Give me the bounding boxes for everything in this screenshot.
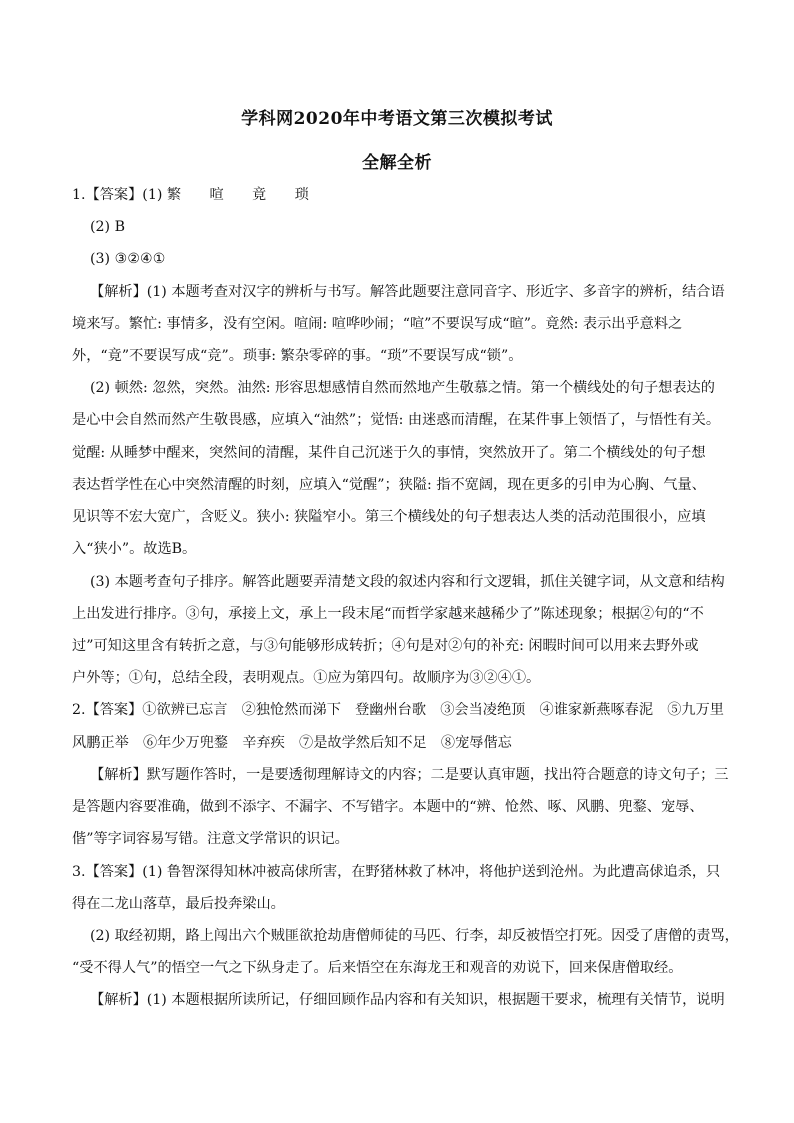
page-title: 学科网2020年中考语文第三次模拟考试: [241, 109, 553, 129]
analysis-2-line: 偕”等字词容易写错。注意文学常识的识记。: [72, 831, 349, 847]
analysis-1-line: 【解析】(1) 本题考查对汉字的辨析与书写。解答此题要注意同音字、形近字、多音字的辨析，结合语: [90, 284, 725, 300]
analysis-1-line: 境来写。繁忙: 事情多，没有空闲。喧闹: 喧哗吵闹；“喧”不要误写成“暄”。竟然: 表示出乎意料之: [72, 316, 683, 332]
analysis-1-line: 表达哲学性在心中突然清醒的时刻，应填入“觉醒”；狭隘: 指不宽阔，现在更多的引申为心胸、气量、: [72, 477, 706, 493]
analysis-1-line: 上出发进行排序。③句，承接上文，承上一段末尾“而哲学家越来越稀少了”陈述现象；根据②句的“不: [72, 606, 704, 622]
analysis-1-line: 户外等；①句，总结全段，表明观点。①应为第四句。故顺序为③②④①。: [72, 670, 541, 686]
answer-3-line: (2) 取经初期，路上闯出六个贼匪欲抢劫唐僧师徒的马匹、行李，却反被悟空打死。因受了唐僧的责骂，: [90, 928, 739, 944]
answer-3-line: 3.【答案】(1) 鲁智深得知林冲被高俅所害，在野猪林救了林冲，将他护送到沧州。为此遭高俅追杀，只: [72, 864, 721, 880]
analysis-2-line: 是答题内容要准确，做到不添字、不漏字、不写错字。本题中的“辨、怆然、啄、风鹏、兜鍪、宠辱、: [72, 799, 704, 815]
answer-1-line: 1.【答案】(1) 繁 喧 竟 琐: [72, 187, 309, 203]
analysis-1-line: (3) 本题考查句子排序。解答此题要弄清楚文段的叙述内容和行文逻辑，抓住关键字词，从文意和结构: [90, 574, 725, 590]
answer-3-line: 得在二龙山落草，最后投奔梁山。: [72, 896, 285, 912]
answer-2-line: 2.【答案】①欲辨已忘言 ②独怆然而涕下 登幽州台歌 ③会当凌绝顶 ④谁家新燕啄春泥 ⑤九万里: [72, 702, 724, 718]
analysis-1-line: 入“狭小”。故选B。: [72, 541, 197, 557]
analysis-1-line: (2) 顿然: 忽然，突然。油然: 形容思想感情自然而然地产生敬慕之情。第一个横线处的句子想表达的: [90, 380, 715, 396]
page-subtitle: 全解全析: [362, 153, 432, 173]
analysis-3-line: 【解析】(1) 本题根据所读所记，仔细回顾作品内容和有关知识，根据题干要求，梳理有关情节，说明: [90, 992, 725, 1008]
answer-1-part-3: (3) ③②④①: [90, 251, 166, 267]
answer-1-part-2: (2) B: [90, 219, 126, 235]
analysis-1-line: 觉醒: 从睡梦中醒来，突然间的清醒，某件自己沉迷于久的事情，突然放开了。第二个横线处的句子想: [72, 445, 706, 461]
analysis-2-line: 【解析】默写题作答时，一是要透彻理解诗文的内容；二是要认真审题，找出符合题意的诗文句子；三: [90, 767, 729, 783]
analysis-1-line: 外，“竟”不要误写成“竞”。琐事: 繁杂零碎的事。“琐”不要误写成“锁”。: [72, 348, 523, 364]
analysis-1-line: 是心中会自然而然产生敬畏感，应填入“油然”；觉悟: 由迷惑而清醒，在某件事上领悟了，与悟性有关。: [72, 412, 721, 428]
answer-2-line: 风鹏正举 ⑥年少万兜鍪 辛弃疾 ⑦是故学然后知不足 ⑧宠辱偕忘: [72, 735, 512, 751]
answer-3-line: “受不得人气”的悟空一气之下纵身走了。后来悟空在东海龙王和观音的劝说下，回来保唐僧取经。: [72, 960, 683, 976]
analysis-1-line: 过”可知这里含有转折之意，与③句能够形成转折；④句是对②句的补充: 闲暇时间可以用来去野外或: [72, 638, 699, 654]
analysis-1-line: 见识等不宏大宽广，含贬义。狭小: 狭隘窄小。第三个横线处的句子想表达人类的活动范围很小，应填: [72, 509, 706, 525]
